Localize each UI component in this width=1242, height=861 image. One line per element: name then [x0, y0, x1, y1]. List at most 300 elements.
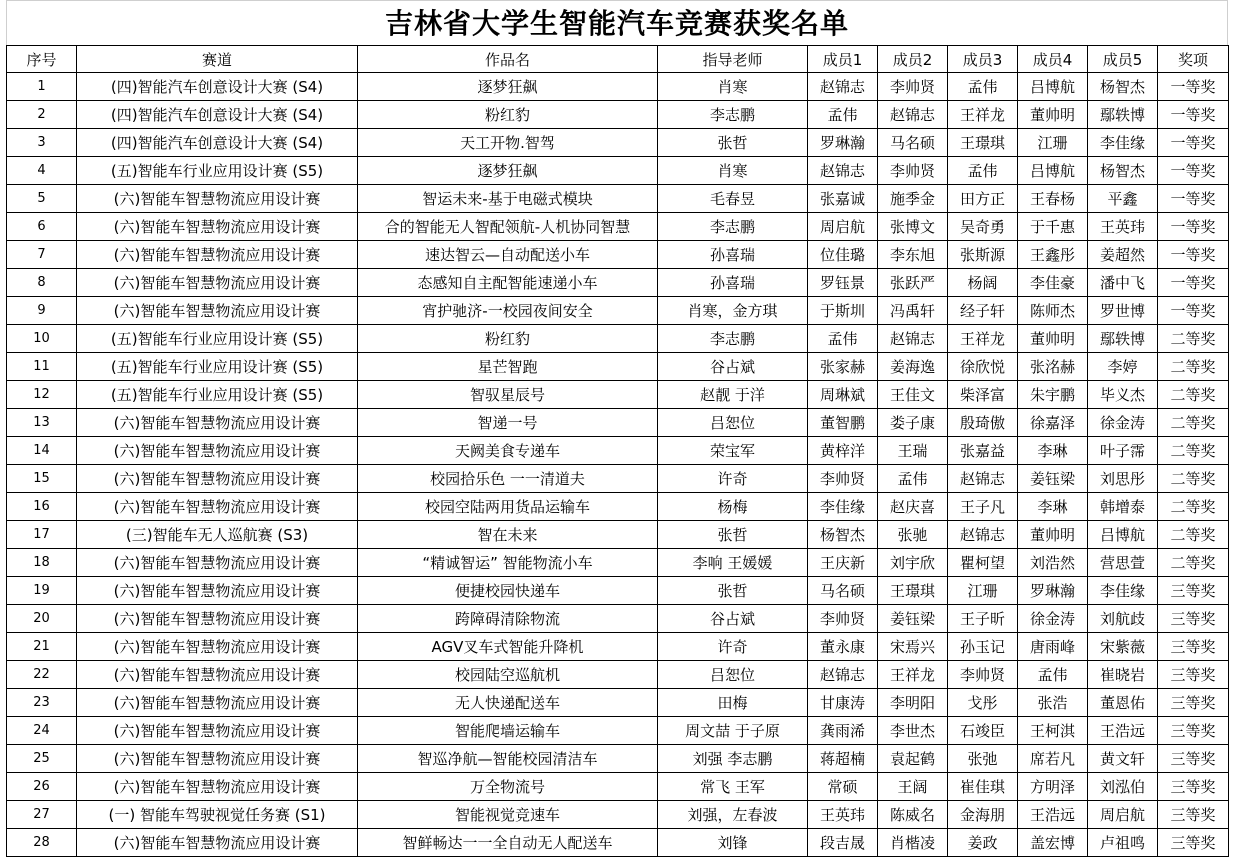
cell-member-5[interactable]: 姜超然 — [1088, 241, 1158, 269]
cell-seq[interactable]: 4 — [7, 157, 77, 185]
cell-member-3[interactable]: 王子昕 — [948, 605, 1018, 633]
cell-track[interactable]: (六)智能车智慧物流应用设计赛 — [77, 717, 358, 745]
cell-seq[interactable]: 3 — [7, 129, 77, 157]
cell-member-2[interactable]: 张驰 — [878, 521, 948, 549]
cell-member-3[interactable]: 经子轩 — [948, 297, 1018, 325]
cell-member-2[interactable]: 王阔 — [878, 773, 948, 801]
cell-award[interactable]: 一等奖 — [1158, 101, 1229, 129]
cell-member-1[interactable]: 张嘉诚 — [808, 185, 878, 213]
cell-member-2[interactable]: 张博文 — [878, 213, 948, 241]
cell-work-name[interactable]: 无人快递配送车 — [358, 689, 658, 717]
cell-member-4[interactable]: 吕博航 — [1018, 157, 1088, 185]
cell-member-4[interactable]: 吕博航 — [1018, 73, 1088, 101]
cell-member-2[interactable]: 陈威名 — [878, 801, 948, 829]
cell-advisor[interactable]: 李志鹏 — [658, 101, 808, 129]
cell-advisor[interactable]: 周文喆 于子原 — [658, 717, 808, 745]
cell-advisor[interactable]: 刘锋 — [658, 829, 808, 857]
header-member-3[interactable]: 成员3 — [948, 46, 1018, 73]
cell-work-name[interactable]: 粉红豹 — [358, 325, 658, 353]
cell-member-2[interactable]: 王瑞 — [878, 437, 948, 465]
header-member-1[interactable]: 成员1 — [808, 46, 878, 73]
cell-member-2[interactable]: 赵锦志 — [878, 101, 948, 129]
cell-work-name[interactable]: 宵护驰济-一校园夜间安全 — [358, 297, 658, 325]
cell-seq[interactable]: 16 — [7, 493, 77, 521]
cell-work-name[interactable]: 逐梦狂飙 — [358, 73, 658, 101]
cell-award[interactable]: 三等奖 — [1158, 577, 1229, 605]
cell-member-5[interactable]: 鄢轶博 — [1088, 101, 1158, 129]
cell-award[interactable]: 一等奖 — [1158, 269, 1229, 297]
table-row — [7, 213, 1229, 241]
cell-award[interactable]: 一等奖 — [1158, 129, 1229, 157]
cell-member-3[interactable]: 杨阔 — [948, 269, 1018, 297]
cell-track[interactable]: (六)智能车智慧物流应用设计赛 — [77, 185, 358, 213]
cell-track[interactable]: (四)智能汽车创意设计大赛 (S4) — [77, 129, 358, 157]
cell-member-4[interactable]: 席若凡 — [1018, 745, 1088, 773]
cell-member-1[interactable]: 董永康 — [808, 633, 878, 661]
cell-seq[interactable]: 13 — [7, 409, 77, 437]
cell-track[interactable]: (六)智能车智慧物流应用设计赛 — [77, 493, 358, 521]
cell-award[interactable]: 三等奖 — [1158, 801, 1229, 829]
cell-track[interactable]: (六)智能车智慧物流应用设计赛 — [77, 213, 358, 241]
cell-seq[interactable]: 8 — [7, 269, 77, 297]
cell-member-4[interactable]: 孟伟 — [1018, 661, 1088, 689]
cell-member-1[interactable]: 董智鹏 — [808, 409, 878, 437]
cell-advisor[interactable]: 刘强，左春波 — [658, 801, 808, 829]
cell-work-name[interactable]: 合的智能无人智配领航-人机协同智慧 — [358, 213, 658, 241]
cell-seq[interactable]: 24 — [7, 717, 77, 745]
cell-member-1[interactable]: 孟伟 — [808, 101, 878, 129]
cell-work-name[interactable]: 逐梦狂飙 — [358, 157, 658, 185]
cell-seq[interactable]: 11 — [7, 353, 77, 381]
cell-member-3[interactable]: 孙玉记 — [948, 633, 1018, 661]
cell-member-1[interactable]: 常硕 — [808, 773, 878, 801]
cell-member-2[interactable]: 李东旭 — [878, 241, 948, 269]
cell-member-2[interactable]: 王祥龙 — [878, 661, 948, 689]
cell-member-4[interactable]: 王鑫彤 — [1018, 241, 1088, 269]
cell-member-4[interactable]: 李佳豪 — [1018, 269, 1088, 297]
cell-advisor[interactable]: 肖寒 — [658, 73, 808, 101]
cell-advisor[interactable]: 毛春昱 — [658, 185, 808, 213]
cell-member-5[interactable]: 营思萱 — [1088, 549, 1158, 577]
cell-member-2[interactable]: 王璟琪 — [878, 577, 948, 605]
cell-member-1[interactable]: 龚雨浠 — [808, 717, 878, 745]
table-row — [7, 829, 1229, 857]
cell-advisor[interactable]: 李响 王媛媛 — [658, 549, 808, 577]
cell-work-name[interactable]: 跨障碍清除物流 — [358, 605, 658, 633]
table-row — [7, 661, 1229, 689]
cell-work-name[interactable]: “精诚智运” 智能物流小车 — [358, 549, 658, 577]
cell-member-5[interactable]: 黄文轩 — [1088, 745, 1158, 773]
cell-seq[interactable]: 9 — [7, 297, 77, 325]
cell-member-5[interactable]: 叶子霈 — [1088, 437, 1158, 465]
cell-track[interactable]: (六)智能车智慧物流应用设计赛 — [77, 297, 358, 325]
cell-award[interactable]: 一等奖 — [1158, 213, 1229, 241]
cell-member-4[interactable]: 李琳 — [1018, 437, 1088, 465]
cell-member-4[interactable]: 王浩远 — [1018, 801, 1088, 829]
cell-member-2[interactable]: 张跃严 — [878, 269, 948, 297]
cell-member-2[interactable]: 刘宇欣 — [878, 549, 948, 577]
cell-seq[interactable]: 15 — [7, 465, 77, 493]
cell-advisor[interactable]: 许奇 — [658, 633, 808, 661]
cell-member-3[interactable]: 李帅贤 — [948, 661, 1018, 689]
cell-member-1[interactable]: 甘康涛 — [808, 689, 878, 717]
cell-member-4[interactable]: 董帅明 — [1018, 325, 1088, 353]
cell-member-1[interactable]: 于斯圳 — [808, 297, 878, 325]
cell-member-1[interactable]: 李佳缘 — [808, 493, 878, 521]
cell-track[interactable]: (六)智能车智慧物流应用设计赛 — [77, 633, 358, 661]
cell-track[interactable]: (三)智能车无人巡航赛 (S3) — [77, 521, 358, 549]
cell-work-name[interactable]: 校园拾乐色 一一清道夫 — [358, 465, 658, 493]
cell-advisor[interactable]: 张哲 — [658, 577, 808, 605]
cell-seq[interactable]: 12 — [7, 381, 77, 409]
cell-member-1[interactable]: 孟伟 — [808, 325, 878, 353]
cell-member-2[interactable]: 马名硕 — [878, 129, 948, 157]
cell-member-4[interactable]: 张洺赫 — [1018, 353, 1088, 381]
cell-member-3[interactable]: 赵锦志 — [948, 465, 1018, 493]
cell-work-name[interactable]: 智巡净航—智能校园清洁车 — [358, 745, 658, 773]
cell-advisor[interactable]: 吕恕位 — [658, 409, 808, 437]
cell-track[interactable]: (六)智能车智慧物流应用设计赛 — [77, 689, 358, 717]
table-row — [7, 297, 1229, 325]
cell-award[interactable]: 一等奖 — [1158, 185, 1229, 213]
cell-award[interactable]: 三等奖 — [1158, 633, 1229, 661]
cell-advisor[interactable]: 李志鹏 — [658, 213, 808, 241]
header-track[interactable]: 赛道 — [77, 46, 358, 73]
cell-award[interactable]: 二等奖 — [1158, 493, 1229, 521]
cell-member-2[interactable]: 李帅贤 — [878, 157, 948, 185]
cell-seq[interactable]: 17 — [7, 521, 77, 549]
cell-award[interactable]: 一等奖 — [1158, 73, 1229, 101]
table-row — [7, 409, 1229, 437]
cell-member-2[interactable]: 李帅贤 — [878, 73, 948, 101]
cell-work-name[interactable]: 天工开物.智驾 — [358, 129, 658, 157]
cell-work-name[interactable]: 星芒智跑 — [358, 353, 658, 381]
cell-award[interactable]: 三等奖 — [1158, 773, 1229, 801]
cell-member-3[interactable]: 张弛 — [948, 745, 1018, 773]
cell-seq[interactable]: 21 — [7, 633, 77, 661]
cell-work-name[interactable]: 智在未来 — [358, 521, 658, 549]
cell-award[interactable]: 一等奖 — [1158, 241, 1229, 269]
cell-member-3[interactable]: 殷琦傲 — [948, 409, 1018, 437]
cell-member-5[interactable]: 罗世博 — [1088, 297, 1158, 325]
cell-member-4[interactable]: 李琳 — [1018, 493, 1088, 521]
cell-member-1[interactable]: 赵锦志 — [808, 157, 878, 185]
cell-award[interactable]: 三等奖 — [1158, 829, 1229, 857]
cell-member-3[interactable]: 姜政 — [948, 829, 1018, 857]
cell-track[interactable]: (一) 智能车驾驶视觉任务赛 (S1) — [77, 801, 358, 829]
header-seq[interactable]: 序号 — [7, 46, 77, 73]
cell-advisor[interactable]: 李志鹏 — [658, 325, 808, 353]
cell-track[interactable]: (五)智能车行业应用设计赛 (S5) — [77, 353, 358, 381]
cell-member-2[interactable]: 王佳文 — [878, 381, 948, 409]
cell-member-1[interactable]: 位佳璐 — [808, 241, 878, 269]
cell-member-4[interactable]: 王柯淇 — [1018, 717, 1088, 745]
header-award[interactable]: 奖项 — [1158, 46, 1229, 73]
table-row — [7, 269, 1229, 297]
cell-member-3[interactable]: 吴奇勇 — [948, 213, 1018, 241]
cell-advisor[interactable]: 谷占斌 — [658, 353, 808, 381]
cell-member-5[interactable]: 周启航 — [1088, 801, 1158, 829]
cell-track[interactable]: (六)智能车智慧物流应用设计赛 — [77, 241, 358, 269]
cell-work-name[interactable]: 智驭星辰号 — [358, 381, 658, 409]
cell-member-1[interactable]: 周琳斌 — [808, 381, 878, 409]
cell-track[interactable]: (五)智能车行业应用设计赛 (S5) — [77, 381, 358, 409]
cell-award[interactable]: 一等奖 — [1158, 157, 1229, 185]
cell-member-3[interactable]: 孟伟 — [948, 73, 1018, 101]
cell-member-2[interactable]: 娄子康 — [878, 409, 948, 437]
cell-advisor[interactable]: 孙喜瑞 — [658, 269, 808, 297]
cell-advisor[interactable]: 吕恕位 — [658, 661, 808, 689]
cell-member-4[interactable]: 盖宏博 — [1018, 829, 1088, 857]
cell-member-5[interactable]: 卢祖鸣 — [1088, 829, 1158, 857]
cell-seq[interactable]: 7 — [7, 241, 77, 269]
cell-member-1[interactable]: 罗钰景 — [808, 269, 878, 297]
cell-award[interactable]: 二等奖 — [1158, 549, 1229, 577]
header-member-5[interactable]: 成员5 — [1088, 46, 1158, 73]
cell-member-3[interactable]: 戈彤 — [948, 689, 1018, 717]
cell-member-5[interactable]: 刘航歧 — [1088, 605, 1158, 633]
cell-member-1[interactable]: 赵锦志 — [808, 661, 878, 689]
cell-member-5[interactable]: 董恩佑 — [1088, 689, 1158, 717]
cell-work-name[interactable]: 万全物流号 — [358, 773, 658, 801]
cell-advisor[interactable]: 田梅 — [658, 689, 808, 717]
cell-member-5[interactable]: 潘中飞 — [1088, 269, 1158, 297]
cell-award[interactable]: 二等奖 — [1158, 521, 1229, 549]
cell-seq[interactable]: 27 — [7, 801, 77, 829]
cell-member-2[interactable]: 施季金 — [878, 185, 948, 213]
cell-member-2[interactable]: 赵锦志 — [878, 325, 948, 353]
cell-work-name[interactable]: 便捷校园快递车 — [358, 577, 658, 605]
table-row — [7, 437, 1229, 465]
cell-advisor[interactable]: 谷占斌 — [658, 605, 808, 633]
cell-member-4[interactable]: 方明泽 — [1018, 773, 1088, 801]
cell-member-4[interactable]: 江珊 — [1018, 129, 1088, 157]
cell-member-4[interactable]: 董帅明 — [1018, 521, 1088, 549]
cell-member-5[interactable]: 毕义杰 — [1088, 381, 1158, 409]
cell-work-name[interactable]: AGV叉车式智能升降机 — [358, 633, 658, 661]
cell-award[interactable]: 一等奖 — [1158, 297, 1229, 325]
cell-member-4[interactable]: 董帅明 — [1018, 101, 1088, 129]
cell-member-5[interactable]: 平鑫 — [1088, 185, 1158, 213]
cell-seq[interactable]: 25 — [7, 745, 77, 773]
cell-seq[interactable]: 19 — [7, 577, 77, 605]
cell-track[interactable]: (六)智能车智慧物流应用设计赛 — [77, 437, 358, 465]
cell-advisor[interactable]: 肖寒 — [658, 157, 808, 185]
cell-member-5[interactable]: 鄢轶博 — [1088, 325, 1158, 353]
cell-member-1[interactable]: 李帅贤 — [808, 465, 878, 493]
cell-member-3[interactable]: 王祥龙 — [948, 325, 1018, 353]
cell-member-3[interactable]: 瞿柯望 — [948, 549, 1018, 577]
cell-seq[interactable]: 22 — [7, 661, 77, 689]
header-member-4[interactable]: 成员4 — [1018, 46, 1088, 73]
cell-award[interactable]: 二等奖 — [1158, 465, 1229, 493]
header-work-name[interactable]: 作品名 — [358, 46, 658, 73]
cell-award[interactable]: 三等奖 — [1158, 689, 1229, 717]
cell-track[interactable]: (六)智能车智慧物流应用设计赛 — [77, 829, 358, 857]
cell-seq[interactable]: 14 — [7, 437, 77, 465]
cell-award[interactable]: 二等奖 — [1158, 409, 1229, 437]
cell-member-5[interactable]: 杨智杰 — [1088, 73, 1158, 101]
cell-award[interactable]: 三等奖 — [1158, 717, 1229, 745]
cell-member-1[interactable]: 李帅贤 — [808, 605, 878, 633]
cell-member-5[interactable]: 杨智杰 — [1088, 157, 1158, 185]
table-row — [7, 577, 1229, 605]
cell-advisor[interactable]: 荣宝军 — [658, 437, 808, 465]
cell-award[interactable]: 二等奖 — [1158, 325, 1229, 353]
cell-member-4[interactable]: 刘浩然 — [1018, 549, 1088, 577]
cell-member-2[interactable]: 李世杰 — [878, 717, 948, 745]
cell-seq[interactable]: 23 — [7, 689, 77, 717]
cell-member-5[interactable]: 王英玮 — [1088, 213, 1158, 241]
cell-advisor[interactable]: 张哲 — [658, 129, 808, 157]
cell-member-2[interactable]: 宋焉兴 — [878, 633, 948, 661]
cell-work-name[interactable]: 智能视觉竞速车 — [358, 801, 658, 829]
cell-work-name[interactable]: 速达智云—自动配送小车 — [358, 241, 658, 269]
cell-member-1[interactable]: 赵锦志 — [808, 73, 878, 101]
cell-member-1[interactable]: 蒋超楠 — [808, 745, 878, 773]
cell-member-5[interactable]: 刘思彤 — [1088, 465, 1158, 493]
cell-member-5[interactable]: 吕博航 — [1088, 521, 1158, 549]
cell-work-name[interactable]: 智鲜畅达一一全自动无人配送车 — [358, 829, 658, 857]
cell-member-3[interactable]: 张嘉益 — [948, 437, 1018, 465]
cell-work-name[interactable]: 天阙美食专递车 — [358, 437, 658, 465]
cell-member-1[interactable]: 王庆新 — [808, 549, 878, 577]
cell-advisor[interactable]: 刘强 李志鹏 — [658, 745, 808, 773]
cell-member-1[interactable]: 罗琳瀚 — [808, 129, 878, 157]
cell-member-3[interactable]: 张斯源 — [948, 241, 1018, 269]
cell-seq[interactable]: 10 — [7, 325, 77, 353]
cell-work-name[interactable]: 校园陆空巡航机 — [358, 661, 658, 689]
cell-member-3[interactable]: 孟伟 — [948, 157, 1018, 185]
cell-member-2[interactable]: 姜钰梁 — [878, 605, 948, 633]
cell-track[interactable]: (六)智能车智慧物流应用设计赛 — [77, 465, 358, 493]
cell-work-name[interactable]: 智能爬墙运输车 — [358, 717, 658, 745]
cell-member-4[interactable]: 朱宇鹏 — [1018, 381, 1088, 409]
cell-member-3[interactable]: 王祥龙 — [948, 101, 1018, 129]
cell-member-5[interactable]: 李婷 — [1088, 353, 1158, 381]
cell-work-name[interactable]: 智运未来-基于电磁式模块 — [358, 185, 658, 213]
cell-work-name[interactable]: 粉红豹 — [358, 101, 658, 129]
cell-advisor[interactable]: 张哲 — [658, 521, 808, 549]
cell-member-3[interactable]: 赵锦志 — [948, 521, 1018, 549]
cell-advisor[interactable]: 杨梅 — [658, 493, 808, 521]
cell-award[interactable]: 三等奖 — [1158, 745, 1229, 773]
cell-member-2[interactable]: 孟伟 — [878, 465, 948, 493]
cell-member-4[interactable]: 姜钰梁 — [1018, 465, 1088, 493]
cell-member-5[interactable]: 徐金涛 — [1088, 409, 1158, 437]
cell-member-2[interactable]: 肖楷凌 — [878, 829, 948, 857]
cell-seq[interactable]: 18 — [7, 549, 77, 577]
cell-member-5[interactable]: 王浩远 — [1088, 717, 1158, 745]
cell-advisor[interactable]: 肖寒，金方琪 — [658, 297, 808, 325]
cell-seq[interactable]: 1 — [7, 73, 77, 101]
cell-track[interactable]: (五)智能车行业应用设计赛 (S5) — [77, 325, 358, 353]
cell-member-2[interactable]: 李明阳 — [878, 689, 948, 717]
cell-member-3[interactable]: 徐欣悦 — [948, 353, 1018, 381]
cell-member-2[interactable]: 冯禹轩 — [878, 297, 948, 325]
cell-member-5[interactable]: 李佳缘 — [1088, 129, 1158, 157]
cell-track[interactable]: (六)智能车智慧物流应用设计赛 — [77, 605, 358, 633]
cell-member-4[interactable]: 张浩 — [1018, 689, 1088, 717]
cell-track[interactable]: (六)智能车智慧物流应用设计赛 — [77, 409, 358, 437]
cell-member-1[interactable]: 周启航 — [808, 213, 878, 241]
cell-advisor[interactable]: 赵靓 于洋 — [658, 381, 808, 409]
cell-member-2[interactable]: 姜海逸 — [878, 353, 948, 381]
cell-member-1[interactable]: 王英玮 — [808, 801, 878, 829]
cell-member-4[interactable]: 唐雨峰 — [1018, 633, 1088, 661]
cell-seq[interactable]: 28 — [7, 829, 77, 857]
cell-member-5[interactable]: 韩增泰 — [1088, 493, 1158, 521]
cell-member-1[interactable]: 张家赫 — [808, 353, 878, 381]
header-member-2[interactable]: 成员2 — [878, 46, 948, 73]
cell-member-4[interactable]: 徐金涛 — [1018, 605, 1088, 633]
cell-member-2[interactable]: 赵庆喜 — [878, 493, 948, 521]
cell-member-1[interactable]: 马名硕 — [808, 577, 878, 605]
cell-member-5[interactable]: 崔晓岩 — [1088, 661, 1158, 689]
cell-work-name[interactable]: 态感知自主配智能速递小车 — [358, 269, 658, 297]
table-row — [7, 605, 1229, 633]
cell-advisor[interactable]: 许奇 — [658, 465, 808, 493]
cell-award[interactable]: 二等奖 — [1158, 381, 1229, 409]
cell-member-1[interactable]: 黄梓洋 — [808, 437, 878, 465]
cell-member-4[interactable]: 陈师杰 — [1018, 297, 1088, 325]
cell-track[interactable]: (五)智能车行业应用设计赛 (S5) — [77, 157, 358, 185]
cell-member-1[interactable]: 杨智杰 — [808, 521, 878, 549]
cell-member-3[interactable]: 田方正 — [948, 185, 1018, 213]
cell-member-4[interactable]: 徐嘉泽 — [1018, 409, 1088, 437]
cell-track[interactable]: (六)智能车智慧物流应用设计赛 — [77, 661, 358, 689]
cell-award[interactable]: 三等奖 — [1158, 605, 1229, 633]
cell-advisor[interactable]: 常飞 王军 — [658, 773, 808, 801]
cell-member-2[interactable]: 袁起鹤 — [878, 745, 948, 773]
cell-seq[interactable]: 2 — [7, 101, 77, 129]
cell-member-3[interactable]: 柴泽富 — [948, 381, 1018, 409]
cell-member-5[interactable]: 李佳缘 — [1088, 577, 1158, 605]
cell-seq[interactable]: 26 — [7, 773, 77, 801]
cell-member-5[interactable]: 刘泓伯 — [1088, 773, 1158, 801]
cell-award[interactable]: 三等奖 — [1158, 661, 1229, 689]
cell-track[interactable]: (六)智能车智慧物流应用设计赛 — [77, 577, 358, 605]
cell-member-3[interactable]: 崔佳琪 — [948, 773, 1018, 801]
cell-seq[interactable]: 5 — [7, 185, 77, 213]
cell-member-3[interactable]: 石竣臣 — [948, 717, 1018, 745]
cell-track[interactable]: (六)智能车智慧物流应用设计赛 — [77, 745, 358, 773]
cell-track[interactable]: (六)智能车智慧物流应用设计赛 — [77, 773, 358, 801]
cell-seq[interactable]: 20 — [7, 605, 77, 633]
cell-member-3[interactable]: 王子凡 — [948, 493, 1018, 521]
cell-award[interactable]: 二等奖 — [1158, 437, 1229, 465]
cell-member-4[interactable]: 王春杨 — [1018, 185, 1088, 213]
cell-member-3[interactable]: 江珊 — [948, 577, 1018, 605]
cell-member-3[interactable]: 王璟琪 — [948, 129, 1018, 157]
header-advisor[interactable]: 指导老师 — [658, 46, 808, 73]
cell-member-1[interactable]: 段吉晟 — [808, 829, 878, 857]
cell-member-4[interactable]: 于千惠 — [1018, 213, 1088, 241]
cell-track[interactable]: (六)智能车智慧物流应用设计赛 — [77, 549, 358, 577]
cell-track[interactable]: (六)智能车智慧物流应用设计赛 — [77, 269, 358, 297]
cell-award[interactable]: 二等奖 — [1158, 353, 1229, 381]
cell-advisor[interactable]: 孙喜瑞 — [658, 241, 808, 269]
cell-member-5[interactable]: 宋紫薇 — [1088, 633, 1158, 661]
cell-work-name[interactable]: 智递一号 — [358, 409, 658, 437]
cell-member-3[interactable]: 金海朋 — [948, 801, 1018, 829]
cell-track[interactable]: (四)智能汽车创意设计大赛 (S4) — [77, 101, 358, 129]
table-row — [7, 325, 1229, 353]
cell-seq[interactable]: 6 — [7, 213, 77, 241]
cell-work-name[interactable]: 校园空陆两用货品运输车 — [358, 493, 658, 521]
cell-track[interactable]: (四)智能汽车创意设计大赛 (S4) — [77, 73, 358, 101]
cell-member-4[interactable]: 罗琳瀚 — [1018, 577, 1088, 605]
